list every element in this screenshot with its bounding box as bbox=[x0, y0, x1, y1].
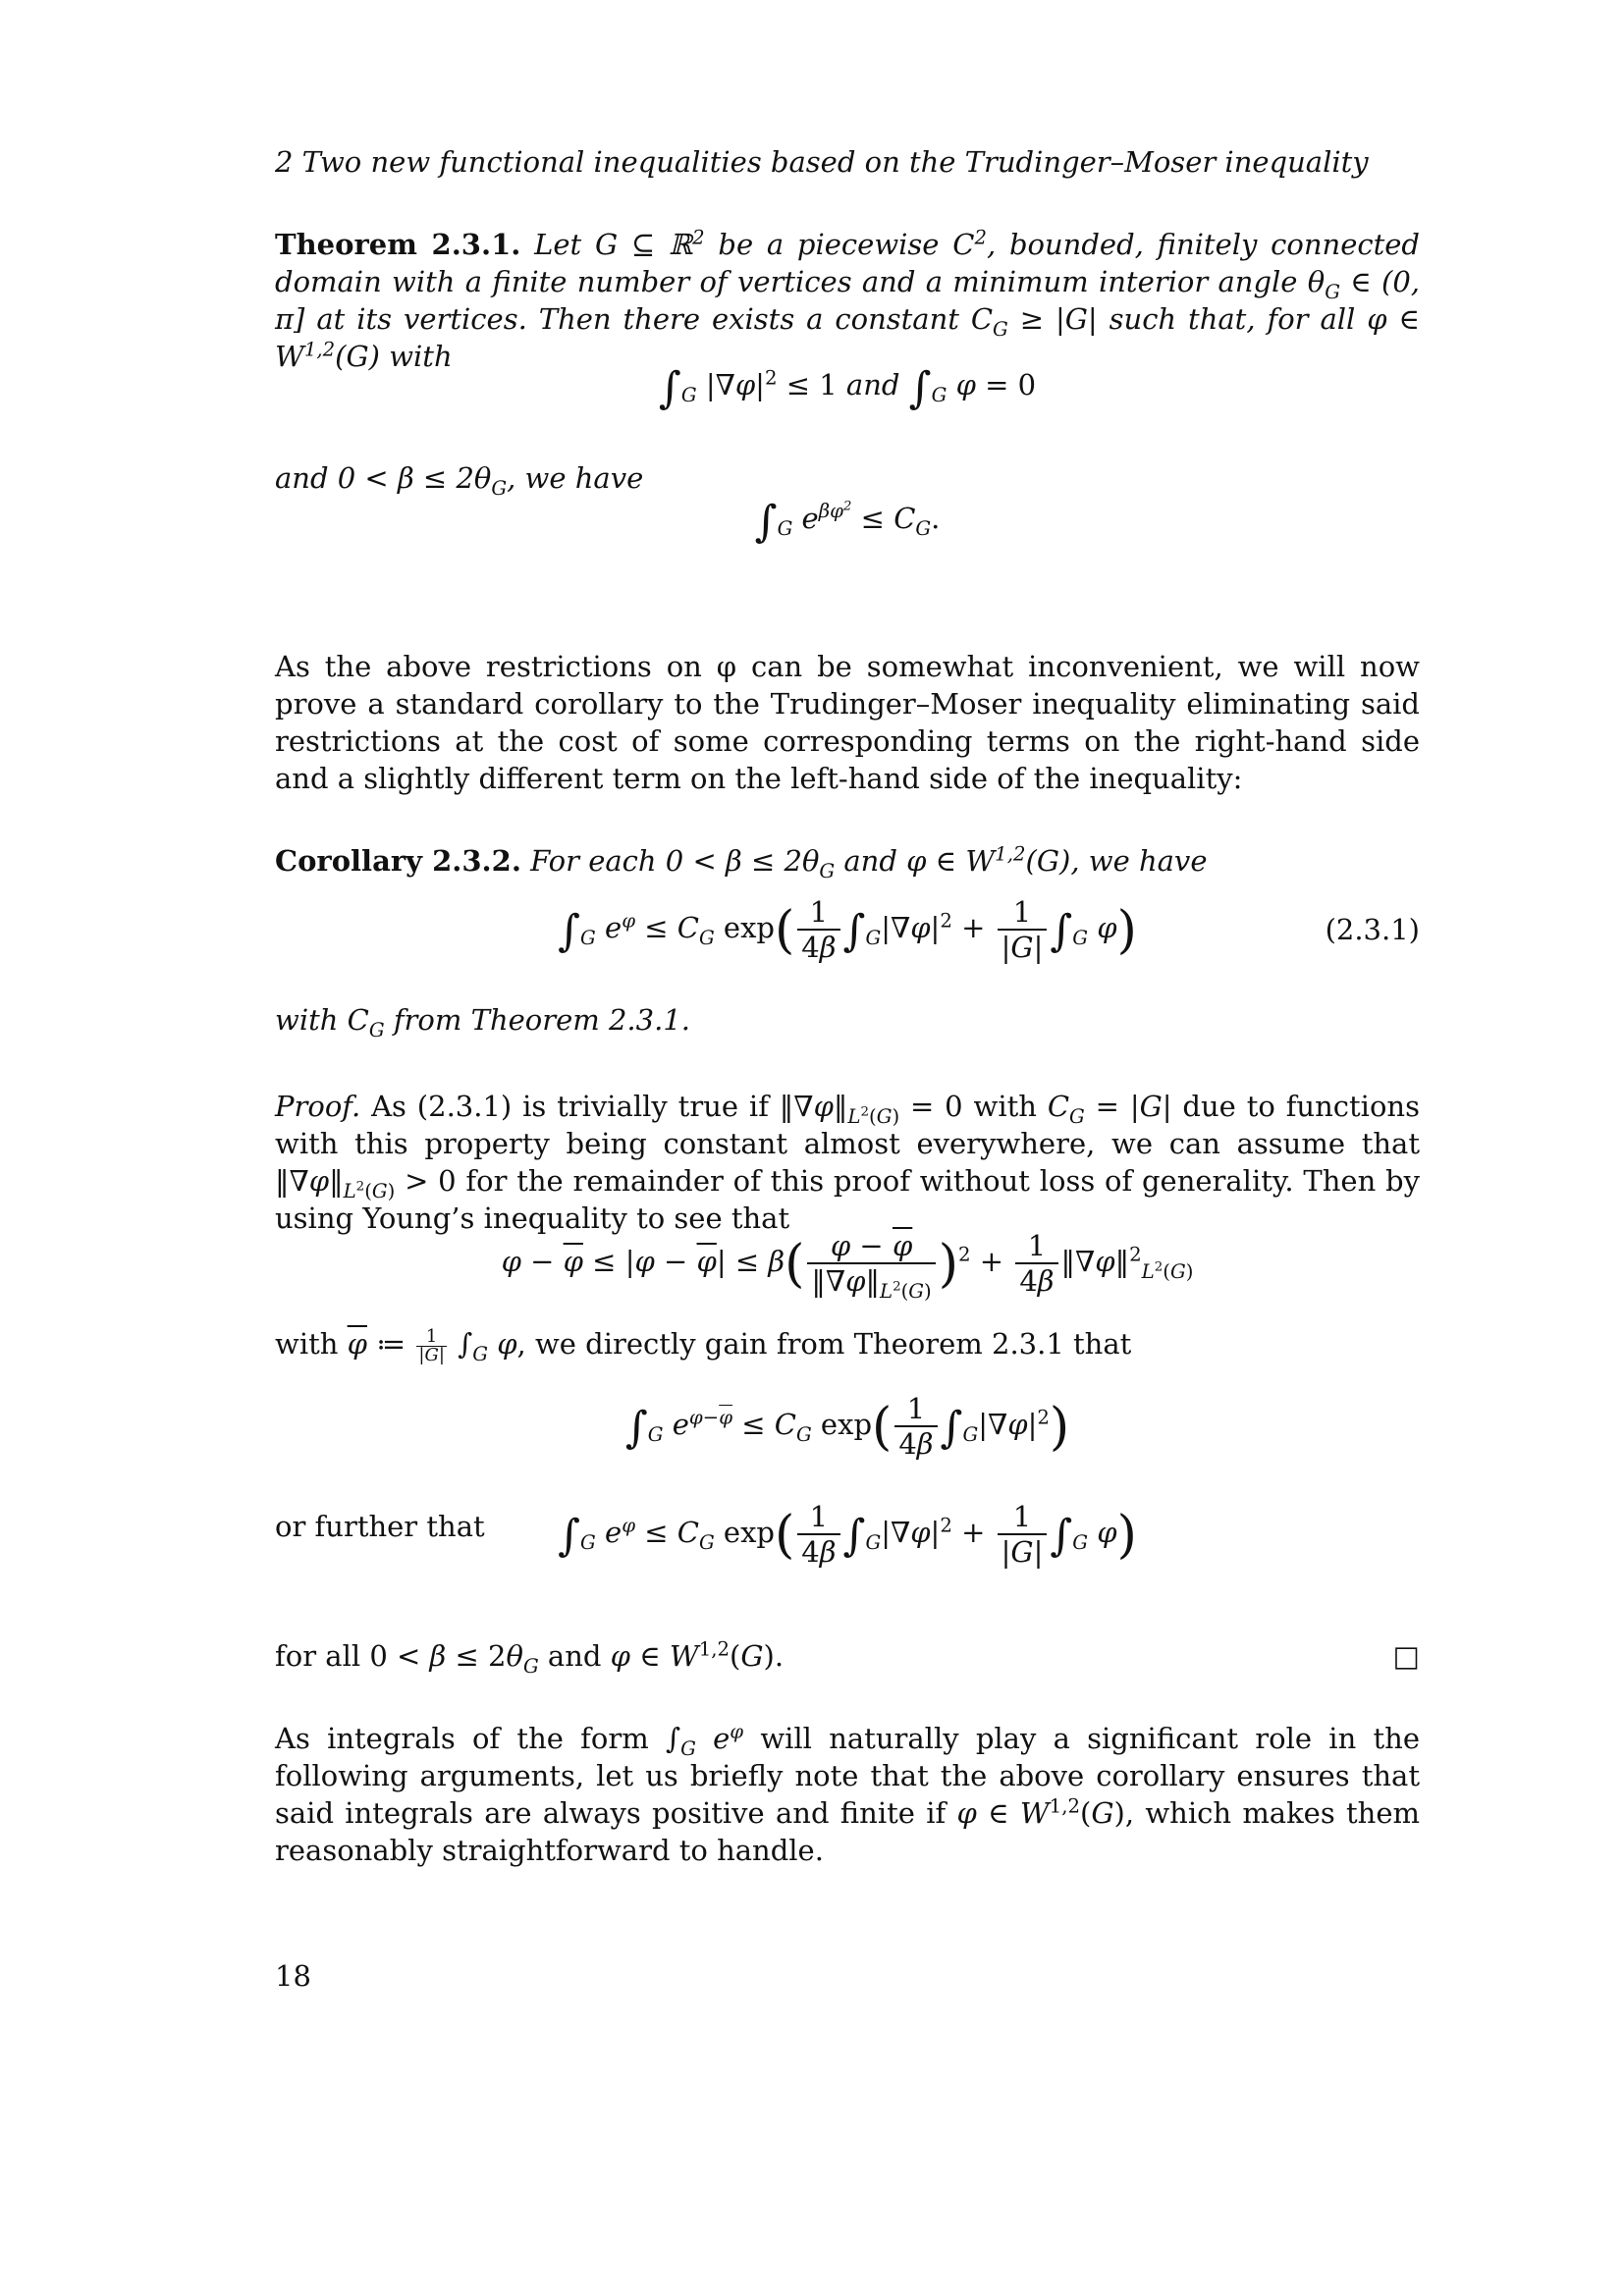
equation-number: (2.3.1) bbox=[1325, 913, 1420, 946]
qed-square-icon: □ bbox=[1392, 1639, 1420, 1673]
corollary-2-3-2: Corollary 2.3.2. For each $0 < \beta \le 2\theta_G$ and φ ∈ W$^{1,2}$(G), we have bbox=[275, 842, 1208, 882]
theorem-and-text: and $0 < \beta \le 2\theta_G$, we have bbox=[275, 461, 644, 500]
proof-paragraph: Proof. As (2.3.1) is trivially true if $‖\nabla\varphi‖_{L^2(G)} = 0$ with $C_G = |G|$ due to functions with this property being constant almost everywhere, we can assume that $‖\nabla\varphi‖_{L^2(G)} > 0$ for the remainder of this proof without loss of generality. Then by using Young’s inequality to see that bbox=[275, 1090, 1420, 1235]
proof-exp-equation: $\int_G$ $e^{\varphi-\overline{\varphi}} \le C_G$ exp( $\frac{1}{4\beta}$ $\int_G|\nabla\varphi|^2$) bbox=[624, 1392, 1070, 1461]
theorem-condition-equation: $\int_G$ $|\nabla\varphi|^2 \le 1$ and $\int_G$ φ = 0 bbox=[658, 363, 1037, 413]
theorem-result-equation: $\int_G$ $e^{\beta\varphi^2} \le C_G$. bbox=[754, 497, 941, 547]
theorem-label: Theorem 2.3.1. bbox=[275, 228, 521, 261]
young-inequality-equation: $\varphi - \overline{\varphi} \le |\varphi - \overline{\varphi}| \le \beta$( $\frac{\varphi - \overline{\varphi}}{‖\nabla\varphi‖_{L^2(G)}}$ )$^2$ + $\frac{1}{4\beta}$ ‖∇φ‖$^2_{L^2(G)}$ bbox=[501, 1229, 1194, 1303]
running-header: 2 Two new functional inequalities based on the Trudinger–Moser inequality bbox=[275, 145, 1369, 179]
paragraph-integrals: As integrals of the form $\int_G$ $e^\varphi$ will naturally play a significant role in the following arguments, let us briefly note that the above corollary ensures that said integrals are always positive and finite if φ ∈ W$^{1,2}$(G), which makes them reasonably straightforward to handle. bbox=[275, 1720, 1420, 1867]
page-number: 18 bbox=[275, 1959, 311, 1993]
proof-text3: or further that bbox=[275, 1510, 485, 1543]
theorem-2-3-1: Theorem 2.3.1. Let G ⊆ ℝ$^2$ be a piecewise $C^2$, bounded, finitely connected domain with a finite number of vertices and a minimum interior angle $\theta_G$ ∈ (0, π] at its vertices. Then there exists a constant $C_G \ge |G|$ such that, for all φ ∈ W$^{1,2}$(G) with bbox=[275, 226, 1420, 373]
proof-label: Proof. bbox=[275, 1090, 361, 1123]
proof-final-equation: $\int_G$ $e^\varphi \le C_G$ exp( $\frac{1}{4\beta}$ $\int_G|\nabla\varphi|^2$ + $\frac{1}{|G|}$ $\int_G$ φ) bbox=[558, 1500, 1137, 1569]
equation-2-3-1: $\int_G$ $e^\varphi \le C_G$ exp( $\frac{1}{4\beta}$ $\int_G|\nabla\varphi|^2$ + $\frac{1}{|G|}$ $\int_G$ φ) (2.3.1) bbox=[558, 895, 1420, 964]
paragraph-restrictions: As the above restrictions on φ can be somewhat inconvenient, we will now prove a standard corollary to the Trudinger–Moser inequality eliminating said restrictions at the cost of some corresponding terms on the right-hand side and a slightly different term on the left-hand side of the inequality: bbox=[275, 650, 1420, 795]
corollary-after: with $C_G$ from Theorem 2.3.1. bbox=[275, 1003, 690, 1041]
proof-text2: we directly gain from Theorem 2.3.1 that bbox=[534, 1327, 1132, 1361]
proof-mean-definition: with $\overline{\varphi}$ ≔ $\frac{1}{|G|}$ $\int_G$ φ, we directly gain from Theorem 2.3.1 that bbox=[275, 1325, 1132, 1365]
corollary-label: Corollary 2.3.2. bbox=[275, 844, 521, 878]
proof-conclusion: for all $0 < \beta \le 2\theta_G$ and φ ∈ W$^{1,2}$(G). □ bbox=[275, 1637, 1420, 1678]
